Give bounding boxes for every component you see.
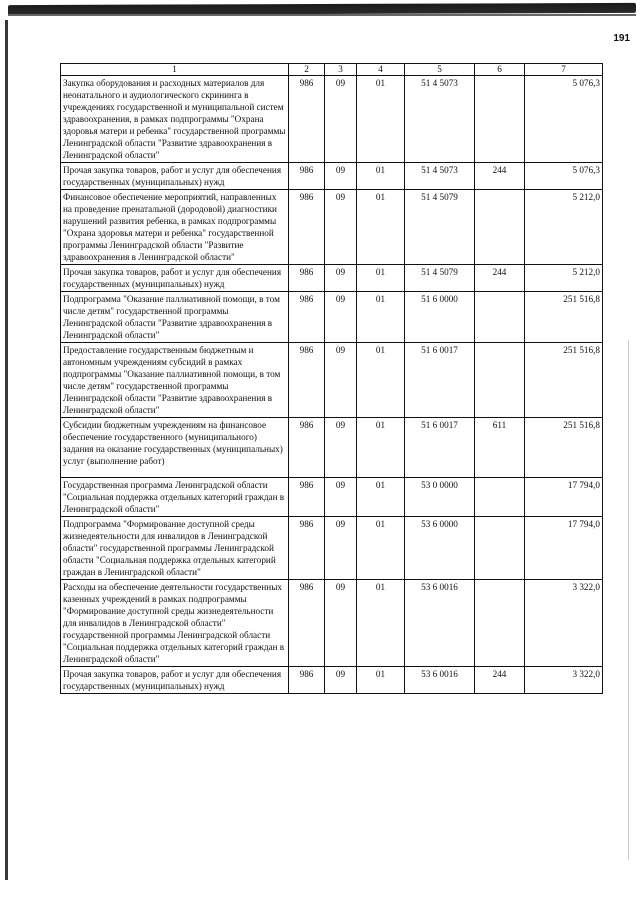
- amount: 5 076,3: [525, 76, 603, 163]
- column-header-5: 5: [405, 64, 475, 76]
- row-description: Подпрограмма "Формирование доступной среды жизнедеятельности для инвалидов в Ленинградской области" государственной программы Ленинградской области "Социальная поддержка отдельных категорий граждан в Ленинградской области": [61, 517, 289, 580]
- target-article-code: 51 6 0000: [405, 292, 475, 343]
- expense-type-code: [475, 76, 525, 163]
- target-article-code: 51 4 5079: [405, 265, 475, 292]
- expense-type-code: [475, 292, 525, 343]
- row-description: Прочая закупка товаров, работ и услуг для обеспечения государственных (муниципальных) нужд: [61, 667, 289, 694]
- section-code: 09: [325, 163, 357, 190]
- section-code: 09: [325, 343, 357, 418]
- expense-type-code: [475, 580, 525, 667]
- column-header-3: 3: [325, 64, 357, 76]
- scan-top-border-thin: [8, 14, 636, 16]
- row-description: Предоставление государственным бюджетным и автономным учреждениям субсидий в рамках подпрограммы "Оказание паллиативной помощи, в том числе детям" государственной программы Ленинградской области "Развитие здравоохранения в Ленинградской области": [61, 343, 289, 418]
- expense-type-code: 244: [475, 667, 525, 694]
- amount: 17 794,0: [525, 478, 603, 517]
- row-description: Закупка оборудования и расходных материалов для неонатального и аудиологического скрининга в учреждениях государственной и муниципальной систем здравоохранения, в рамках подпрограммы "Охрана здоровья матери и ребенка" государственной программы Ленинградской области "Развитие здравоохранения в Ленинградской области": [61, 76, 289, 163]
- section-code: 09: [325, 478, 357, 517]
- ministry-code: 986: [289, 667, 325, 694]
- subsection-code: 01: [357, 292, 405, 343]
- subsection-code: 01: [357, 517, 405, 580]
- section-code: 09: [325, 580, 357, 667]
- table-row: [61, 190, 603, 265]
- table-row: [61, 478, 603, 517]
- subsection-code: 01: [357, 265, 405, 292]
- amount: 17 794,0: [525, 517, 603, 580]
- subsection-code: 01: [357, 478, 405, 517]
- expense-type-code: [475, 190, 525, 265]
- expense-type-code: [475, 343, 525, 418]
- expense-type-code: 244: [475, 265, 525, 292]
- target-article-code: 53 0 0000: [405, 478, 475, 517]
- amount: 5 212,0: [525, 265, 603, 292]
- table-row: [61, 265, 603, 292]
- subsection-code: 01: [357, 667, 405, 694]
- subsection-code: 01: [357, 76, 405, 163]
- target-article-code: 53 6 0016: [405, 667, 475, 694]
- table-row: [61, 418, 603, 478]
- table-row: [61, 163, 603, 190]
- ministry-code: 986: [289, 292, 325, 343]
- column-header-2: 2: [289, 64, 325, 76]
- amount: 3 322,0: [525, 580, 603, 667]
- table-row: [61, 292, 603, 343]
- target-article-code: 53 6 0016: [405, 580, 475, 667]
- row-description: Расходы на обеспечение деятельности государственных казенных учреждений в рамках подпрограммы "Формирование доступной среды жизнедеятельности для инвалидов в Ленинградской области" государственной программы Ленинградской области "Социальная поддержка отдельных категорий граждан в Ленинградской области": [61, 580, 289, 667]
- column-header-7: 7: [525, 64, 603, 76]
- amount: 251 516,8: [525, 292, 603, 343]
- section-code: 09: [325, 190, 357, 265]
- subsection-code: 01: [357, 343, 405, 418]
- ministry-code: 986: [289, 517, 325, 580]
- ministry-code: 986: [289, 265, 325, 292]
- target-article-code: 53 6 0000: [405, 517, 475, 580]
- target-article-code: 51 4 5079: [405, 190, 475, 265]
- ministry-code: 986: [289, 76, 325, 163]
- table-row: [61, 517, 603, 580]
- row-description: Государственная программа Ленинградской области "Социальная поддержка отдельных категорий граждан в Ленинградской области": [61, 478, 289, 517]
- section-code: 09: [325, 667, 357, 694]
- column-header-1: 1: [61, 64, 289, 76]
- column-header-6: 6: [475, 64, 525, 76]
- section-code: 09: [325, 517, 357, 580]
- amount: 5 076,3: [525, 163, 603, 190]
- ministry-code: 986: [289, 418, 325, 478]
- row-description: Финансовое обеспечение мероприятий, направленных на проведение пренатальной (дородовой) диагностики нарушений развития ребенка, в рамках подпрограммы "Охрана здоровья матери и ребенка" государственной программы Ленинградской области "Развитие здравоохранения в Ленинградской области": [61, 190, 289, 265]
- table-header-row: [61, 64, 603, 76]
- row-description: Субсидии бюджетным учреждениям на финансовое обеспечение государственного (муниципального) задания на оказание государственных (муниципальных) услуг (выполнение работ): [61, 418, 289, 478]
- row-description: Прочая закупка товаров, работ и услуг для обеспечения государственных (муниципальных) нужд: [61, 163, 289, 190]
- amount: 5 212,0: [525, 190, 603, 265]
- ministry-code: 986: [289, 343, 325, 418]
- ministry-code: 986: [289, 163, 325, 190]
- expense-type-code: [475, 478, 525, 517]
- page-number: 191: [613, 33, 630, 44]
- subsection-code: 01: [357, 190, 405, 265]
- target-article-code: 51 4 5073: [405, 163, 475, 190]
- row-description: Прочая закупка товаров, работ и услуг для обеспечения государственных (муниципальных) нужд: [61, 265, 289, 292]
- table-row: [61, 667, 603, 694]
- section-code: 09: [325, 265, 357, 292]
- budget-table: [60, 63, 603, 694]
- scan-right-edge: [628, 340, 629, 860]
- expense-type-code: [475, 517, 525, 580]
- column-header-4: 4: [357, 64, 405, 76]
- subsection-code: 01: [357, 418, 405, 478]
- expense-type-code: 244: [475, 163, 525, 190]
- ministry-code: 986: [289, 478, 325, 517]
- ministry-code: 986: [289, 190, 325, 265]
- table-row: [61, 343, 603, 418]
- target-article-code: 51 4 5073: [405, 76, 475, 163]
- row-description: Подпрограмма "Оказание паллиативной помощи, в том числе детям" государственной программы Ленинградской области "Развитие здравоохранения в Ленинградской области": [61, 292, 289, 343]
- amount: 3 322,0: [525, 667, 603, 694]
- expense-type-code: 611: [475, 418, 525, 478]
- amount: 251 516,8: [525, 343, 603, 418]
- amount: 251 516,8: [525, 418, 603, 478]
- section-code: 09: [325, 292, 357, 343]
- scan-left-edge: [5, 20, 8, 880]
- section-code: 09: [325, 418, 357, 478]
- target-article-code: 51 6 0017: [405, 343, 475, 418]
- target-article-code: 51 6 0017: [405, 418, 475, 478]
- ministry-code: 986: [289, 580, 325, 667]
- subsection-code: 01: [357, 163, 405, 190]
- section-code: 09: [325, 76, 357, 163]
- table-row: [61, 76, 603, 163]
- table-row: [61, 580, 603, 667]
- subsection-code: 01: [357, 580, 405, 667]
